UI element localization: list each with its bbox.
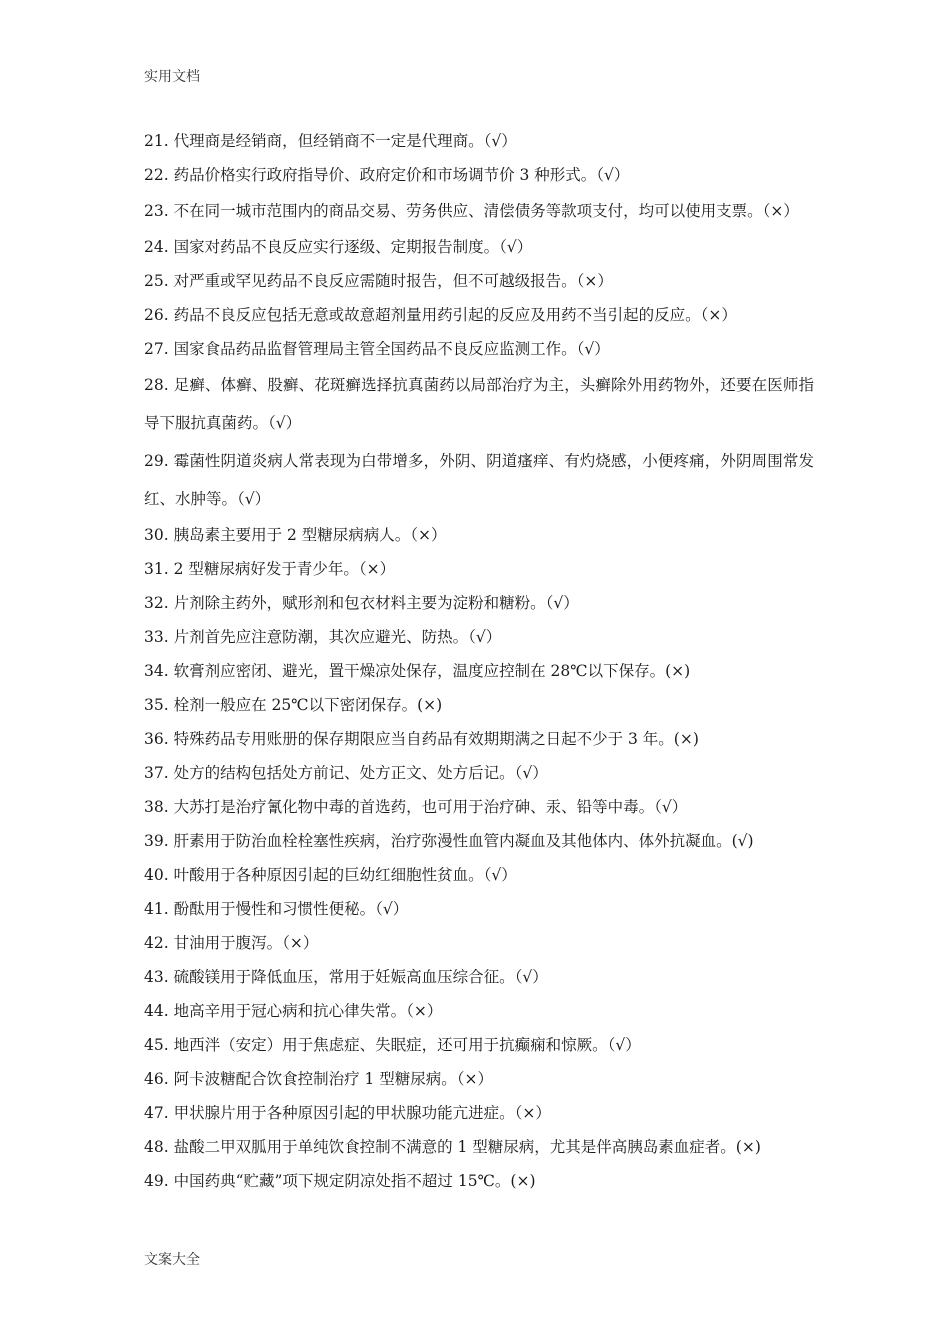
list-item: 25. 对严重或罕见药品不良反应需随时报告，但不可越级报告。（×） (144, 272, 613, 290)
list-item: 42. 甘油用于腹泻。（×） (144, 934, 319, 952)
list-item: 28. 足癣、体癣、股癣、花斑癣选择抗真菌药以局部治疗为主，头癣除外用药物外，还要在医师指导下服抗真菌药。（√） (144, 376, 814, 432)
list-item: 44. 地高辛用于冠心病和抗心律失常。（×） (144, 1002, 443, 1020)
list-item: 32. 片剂除主药外，赋形剂和包衣材料主要为淀粉和糖粉。（√） (144, 594, 579, 612)
list-item: 48. 盐酸二甲双胍用于单纯饮食控制不满意的 1 型糖尿病，尤其是伴高胰岛素血症者。(×) (144, 1138, 761, 1156)
list-item: 37. 处方的结构包括处方前记、处方正文、处方后记。（√） (144, 764, 548, 782)
list-item: 35. 栓剂一般应在 25℃以下密闭保存。(×) (144, 696, 443, 714)
page-footer: 文案大全 (144, 1252, 200, 1268)
list-item: 46. 阿卡波糖配合饮食控制治疗 1 型糖尿病。（×） (144, 1070, 494, 1088)
list-item: 33. 片剂首先应注意防潮，其次应避光、防热。（√） (144, 628, 502, 646)
list-item: 43. 硫酸镁用于降低血压，常用于妊娠高血压综合征。（√） (144, 968, 548, 986)
list-item: 29. 霉菌性阴道炎病人常表现为白带增多，外阴、阴道瘙痒、有灼烧感，小便疼痛，外阴周围常发红、水肿等。（√） (144, 452, 814, 508)
page-header: 实用文档 (144, 69, 200, 85)
list-item: 49. 中国药典“贮藏”项下规定阴凉处指不超过 15℃。(×) (144, 1172, 536, 1190)
list-item: 40. 叶酸用于各种原因引起的巨幼红细胞性贫血。（√） (144, 866, 517, 884)
list-item: 36. 特殊药品专用账册的保存期限应当自药品有效期期满之日起不少于 3 年。(×) (144, 730, 699, 748)
list-item: 45. 地西泮（安定）用于焦虑症、失眠症，还可用于抗癫痫和惊厥。（√） (144, 1036, 641, 1054)
question-list (144, 124, 814, 1198)
list-item: 47. 甲状腺片用于各种原因引起的甲状腺功能亢进症。（×） (144, 1104, 551, 1122)
list-item: 22. 药品价格实行政府指导价、政府定价和市场调节价 3 种形式。（√） (144, 166, 630, 184)
list-item: 21. 代理商是经销商，但经销商不一定是代理商。（√） (144, 132, 517, 150)
list-item: 30. 胰岛素主要用于 2 型糖尿病病人。（×） (144, 526, 447, 544)
list-item: 31. 2 型糖尿病好发于青少年。（×） (144, 560, 396, 578)
list-item: 27. 国家食品药品监督管理局主管全国药品不良反应监测工作。（√） (144, 340, 610, 358)
list-item: 34. 软膏剂应密闭、避光，置干燥凉处保存，温度应控制在 28℃以下保存。(×) (144, 662, 691, 680)
list-item: 39. 肝素用于防治血栓栓塞性疾病，治疗弥漫性血管内凝血及其他体内、体外抗凝血。(√) (144, 832, 754, 850)
list-item: 26. 药品不良反应包括无意或故意超剂量用药引起的反应及用药不当引起的反应。（×） (144, 306, 737, 324)
list-item: 41. 酚酞用于慢性和习惯性便秘。（√） (144, 900, 409, 918)
list-item: 24. 国家对药品不良反应实行逐级、定期报告制度。（√） (144, 238, 533, 256)
list-item: 38. 大苏打是治疗氰化物中毒的首选药，也可用于治疗砷、汞、铅等中毒。（√） (144, 798, 688, 816)
list-item: 23. 不在同一城市范围内的商品交易、劳务供应、清偿债务等款项支付，均可以使用支票。（×） (144, 202, 799, 220)
